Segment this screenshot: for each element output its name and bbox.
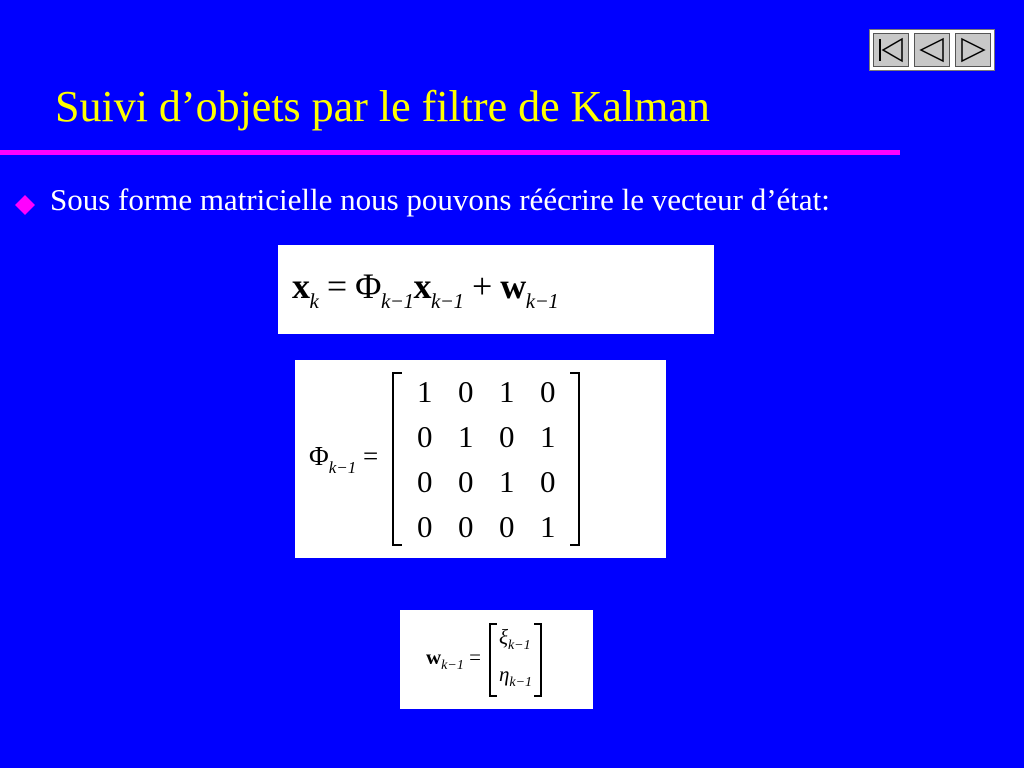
matrix-cell: 0 xyxy=(417,419,433,454)
matrix-cell: 0 xyxy=(499,419,515,454)
first-slide-icon xyxy=(876,36,906,64)
slide-title: Suivi d’objets par le filtre de Kalman xyxy=(55,82,710,131)
state-x-sub: k−1 xyxy=(430,289,464,313)
state-w-sub: k−1 xyxy=(525,289,559,313)
previous-slide-button[interactable] xyxy=(914,33,950,67)
matrix-cell: 1 xyxy=(540,509,556,544)
transition-lhs: Φ xyxy=(309,440,329,471)
eta-symbol: η xyxy=(498,661,510,686)
matrix-cell: 0 xyxy=(540,374,556,409)
state-phi-sub: k−1 xyxy=(380,289,414,313)
matrix-cell: 1 xyxy=(499,464,515,499)
noise-equals: = xyxy=(469,645,481,669)
previous-slide-icon xyxy=(917,36,947,64)
state-lhs-sub: k xyxy=(309,289,319,313)
matrix-cell: 0 xyxy=(458,464,474,499)
matrix-cell: 0 xyxy=(458,374,474,409)
matrix-cell: 0 xyxy=(499,509,515,544)
matrix-cell: 0 xyxy=(417,464,433,499)
matrix-cell: 1 xyxy=(499,374,515,409)
xi-symbol: ξ xyxy=(498,624,508,649)
state-equation xyxy=(278,245,714,334)
matrix-cell: 1 xyxy=(417,374,433,409)
next-slide-icon xyxy=(958,36,988,64)
bullet-text: Sous forme matricielle nous pouvons réécrire le vecteur d’état: xyxy=(50,182,830,217)
transition-equals: = xyxy=(363,440,379,471)
state-x: x xyxy=(413,266,431,306)
xi-sub: k−1 xyxy=(507,637,531,653)
noise-vector-equation xyxy=(400,610,593,709)
noise-vector xyxy=(489,621,542,699)
slide-navigation xyxy=(869,29,995,71)
matrix-cell: 0 xyxy=(540,464,556,499)
state-lhs: x xyxy=(292,266,310,306)
diamond-bullet-icon xyxy=(12,192,38,218)
noise-lhs: w xyxy=(426,645,442,669)
vector-entry-eta xyxy=(499,660,532,697)
state-w: w xyxy=(500,266,526,306)
matrix-cell: 1 xyxy=(458,419,474,454)
transition-lhs-sub: k−1 xyxy=(328,457,357,477)
transition-matrix-equation xyxy=(295,360,666,558)
title-divider xyxy=(0,150,900,155)
vector-entry-xi xyxy=(499,623,532,660)
next-slide-button[interactable] xyxy=(955,33,991,67)
state-phi: Φ xyxy=(355,266,381,306)
state-equals: = xyxy=(326,266,347,306)
matrix-cell: 0 xyxy=(458,509,474,544)
first-slide-button[interactable] xyxy=(873,33,909,67)
matrix-cell: 1 xyxy=(540,419,556,454)
eta-sub: k−1 xyxy=(509,674,533,690)
state-plus: + xyxy=(471,266,492,306)
noise-lhs-sub: k−1 xyxy=(441,658,464,673)
transition-matrix xyxy=(392,369,580,549)
matrix-cell: 0 xyxy=(417,509,433,544)
